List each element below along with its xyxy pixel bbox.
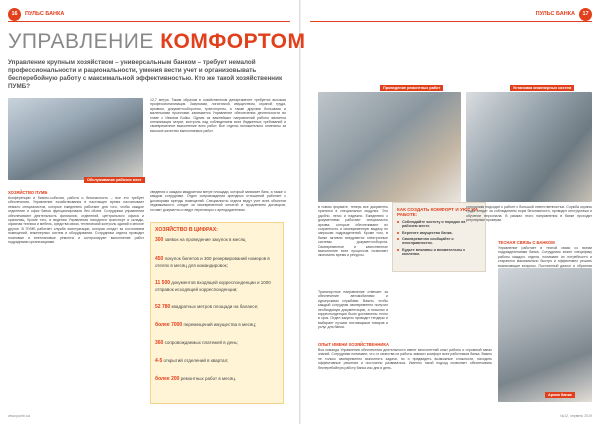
numbers-row: 52 780 квадратных метров площади на балансе; bbox=[155, 304, 259, 310]
article-lead: Управление крупным хозяйством – универсальным банком – требует немалой профессиональности и рациональности, умения вести учет и организовывать бесперебойную работу с максимальной эффективностью. Кто же такой хозяйственник ПУМБ? bbox=[8, 59, 283, 90]
photo-archive bbox=[498, 268, 592, 402]
footer-issue: №12, червень 2019 bbox=[560, 414, 592, 418]
tips-item: Соблюдайте чистоту и порядок на рабочем месте. bbox=[397, 220, 481, 229]
title-part-2: КОМФОРТОМ bbox=[160, 30, 306, 53]
subheading-right: ТЕСНАЯ СВЯЗЬ С БАНКОМ bbox=[498, 240, 555, 245]
numbers-row: 4-5 открытий отделений в квартал; bbox=[155, 358, 229, 364]
tips-item: Своевременно сообщайте о неисправностях. bbox=[397, 237, 481, 246]
left-page-number: 16 bbox=[8, 8, 21, 21]
photo-caption-4: Архив банка bbox=[545, 392, 575, 398]
numbers-row: 11 500 документов входящей корреспонденции и 1000 отправок исходящей корреспонденции; bbox=[155, 280, 271, 292]
title-part-1: УПРАВЛЕНИЕ bbox=[8, 30, 161, 53]
text-column-bottom: Вся команда Управления обеспечения деятельности имеет многолетний опыт работы и огромный запас знаний. Сотрудники понимают, что от качества их работы зависит комфорт всех работников банка. Важно не только своевременно выполнять задачи, но и предвидеть возможные сложности, находить эффективные решения и постоянно развиваться. Именно такой подход позволяет обеспечивать бесперебойную работу банка изо дня в день. bbox=[318, 348, 492, 370]
tips-item: Будьте вежливы и внимательны к коллегам. bbox=[397, 248, 481, 257]
page-gutter bbox=[299, 0, 301, 424]
text-column-right-2b: Управление работает в тесной связи со всеми подразделениями банка. Сотрудники знают специфику работы каждого отдела, понимают их потребности и стараются максимально быстро и эффективно решать возникающие вопросы. Постоянный диалог и обратная bbox=[498, 246, 592, 268]
numbers-row: более 7000 перемещений имущества в месяц; bbox=[155, 322, 257, 328]
tips-box-title: КАК СОЗДАТЬ КОМФОРТ И УЮТ НА РАБОТЕ: bbox=[397, 207, 479, 218]
left-header-rule bbox=[8, 21, 290, 22]
text-column-right-1b: Транспортное направление отвечает за обеспечение автомобилями и курьерскими службами. Важно, чтобы каждый сотрудник своевременно получил необходимую документацию, а посылки и корреспонденция были доставлены точно в срок. Отдел закупок проводит тендеры и выбирает лучших поставщиков товаров и услуг для банка. bbox=[318, 290, 388, 330]
photo-caption-3: Установка инженерных систем bbox=[510, 85, 574, 91]
numbers-box-title: ХОЗЯЙСТВО В ЦИФРАХ: bbox=[155, 227, 218, 233]
numbers-row: 450 покупок билетов и 300 резервирований номеров в отелях в месяц для командировок; bbox=[155, 256, 270, 268]
footer-website: www.pumb.ua bbox=[8, 414, 30, 418]
text-column-right-1: в новом формате, теперь все документы хранятся в специальных модулях. Это удобно, легко и надежно. Ежедневно с документами работают специалисты архива, которые обеспечивают их сохранность и своевременную выдачу по запросам подразделений. Кроме того, в банке активно внедряются электронные системы документооборота. Своевременное и качественное выполнение всех процессов позволяет экономить время и ресурсы. bbox=[318, 205, 388, 258]
right-page-number: 17 bbox=[579, 8, 592, 21]
text-column-middle-top: 12,7 метра. Таким образом в хозяйственном департаменте требуется высокая профессионализация. Закупками, логистикой, имуществом, охраной труда, архивом, документооборотом, транспортом, а также другими большими и маленькими проектами занимается Управление обеспечения деятельности во главе с Иваном Бойко. Одним из важнейших направлений работы является оптимизация затрат, контроль над соблюдением всех бюджетных требований и своевременное выполнение всех работ. Все отделы положительно отмечены за высокое качество выполняемых работ. bbox=[150, 98, 286, 133]
text-column-middle-lower: сведения о каждом квадратном метре площади, который занимает банк, а также о каждом сотруднике. Отдел сопровождения арендных отношений работает с договорами аренды помещений. Специалисты отдела ведут учет всех объектов недвижимости, следят за своевременной оплатой и продлением договоров, готовят документы и ведут переговоры с арендодателями. bbox=[150, 190, 286, 212]
photo-caption-2: Проведение ремонтных работ bbox=[380, 85, 443, 91]
right-page-header bbox=[536, 8, 592, 20]
numbers-row: 300 заявок на проведение закупок в месяц bbox=[155, 237, 246, 243]
subheading-bottom: ОПЫТ ИМЕНИ ХОЗЯЙСТВЕННИКА bbox=[318, 342, 389, 347]
article-title bbox=[8, 30, 305, 54]
numbers-row: 360 сопровождаемых платежей в день; bbox=[155, 340, 239, 346]
photo-workplace bbox=[8, 98, 143, 180]
text-column-right-2: сотрудники подходят к работе с большой ответственностью. Служба охраны труда следит за соблюдением норм безопасности, проводит инструктажи и обучение персонала. В рамках этого направления в банке проходят регулярные проверки. bbox=[466, 205, 592, 223]
left-page-header bbox=[8, 8, 64, 20]
photo-renovation bbox=[318, 92, 461, 202]
photo-caption-1: Обслуживание рабочих мест bbox=[84, 177, 145, 183]
right-section-title: ПУЛЬС БАНКА bbox=[535, 11, 575, 17]
text-column-left: Конференции и бизнес-события, работа и безопасность – все это требует обеспечения. Управление хозяйствования в настоящее время насчитывает немало специалистов, которые ежедневно работают для того, чтобы каждое отделение и офис банка функционировали без сбоев. Сотрудники управления обеспечивают деятельность филиалов, отделений, центрального офиса и хранилищ. Кроме того, в ведении Управления находятся транспорт и склады, офисная техника и мебель, средства связи, технический контроль зданий и многое другое. В ПУМБ работает служба эксплуатации, которая следит за состоянием помещений, инженерных систем и оборудования. Сотрудники отдела проводят плановые и внеплановые ремонты и контролируют выполнение работ подрядными организациями. bbox=[8, 196, 144, 245]
numbers-row: более 200 ремонтных работ в месяц. bbox=[155, 376, 237, 382]
numbers-box bbox=[150, 222, 284, 404]
left-section-title: ПУЛЬС БАНКА bbox=[25, 11, 65, 17]
right-header-rule bbox=[310, 21, 592, 22]
subheading-left: ХОЗЯЙСТВО ПУМБ bbox=[8, 190, 48, 195]
tips-item: Берегите имущество банка. bbox=[397, 231, 481, 235]
photo-engineering bbox=[466, 92, 592, 202]
